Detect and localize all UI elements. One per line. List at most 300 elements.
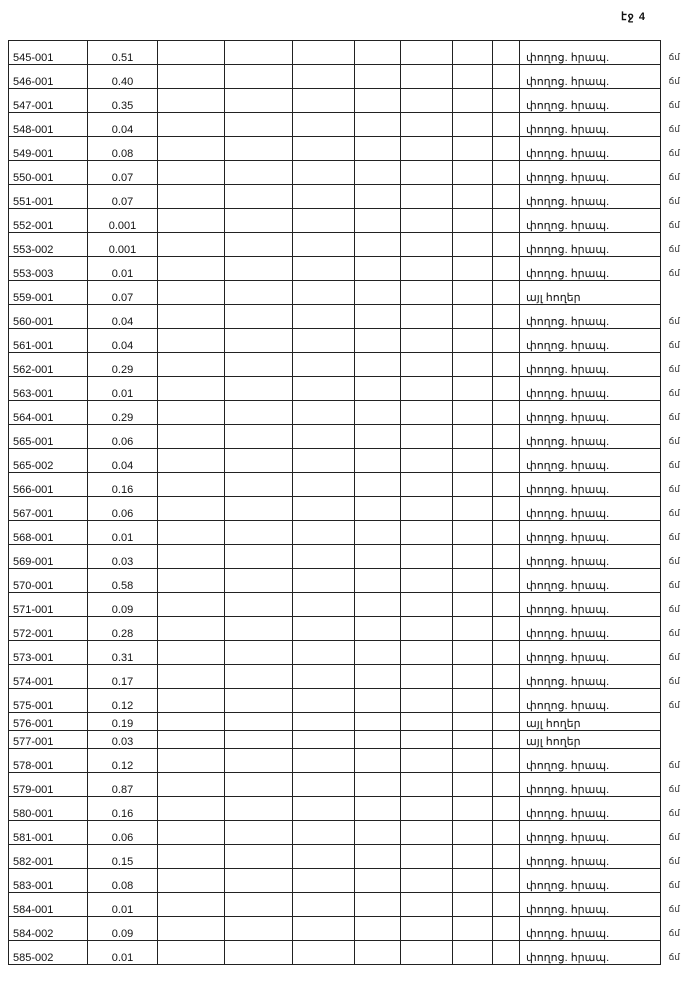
empty-cell	[225, 773, 293, 797]
empty-cell	[401, 749, 453, 773]
empty-cell	[293, 329, 355, 353]
empty-cell	[493, 65, 520, 89]
land-type-cell: փողոց. հրապ.	[520, 353, 661, 377]
table-row	[9, 257, 661, 281]
empty-cell	[355, 545, 401, 569]
area-value-cell: 0.06	[88, 425, 158, 449]
empty-cell	[225, 233, 293, 257]
table-row	[9, 569, 661, 593]
empty-cell	[355, 473, 401, 497]
empty-cell	[453, 821, 493, 845]
empty-cell	[158, 185, 225, 209]
table-row	[9, 329, 661, 353]
empty-cell	[401, 377, 453, 401]
land-type-cell: փողոց. հրապ.	[520, 797, 661, 821]
empty-cell	[355, 797, 401, 821]
empty-cell	[453, 521, 493, 545]
margin-mark: ճմ	[668, 700, 680, 711]
empty-cell	[493, 425, 520, 449]
land-type-cell: փողոց. հրապ.	[520, 749, 661, 773]
empty-cell	[401, 305, 453, 329]
empty-cell	[453, 449, 493, 473]
land-type-cell: այլ հողեր	[520, 731, 661, 749]
empty-cell	[493, 329, 520, 353]
area-value-cell: 0.04	[88, 329, 158, 353]
empty-cell	[225, 593, 293, 617]
empty-cell	[493, 353, 520, 377]
empty-cell	[493, 257, 520, 281]
empty-cell	[401, 89, 453, 113]
margin-mark: ճմ	[668, 244, 680, 255]
empty-cell	[293, 569, 355, 593]
empty-cell	[453, 65, 493, 89]
parcel-code-cell: 575-001	[9, 689, 88, 713]
area-value-cell: 0.19	[88, 713, 158, 731]
empty-cell	[225, 689, 293, 713]
empty-cell	[293, 893, 355, 917]
parcel-code-cell: 570-001	[9, 569, 88, 593]
empty-cell	[493, 521, 520, 545]
area-value-cell: 0.07	[88, 185, 158, 209]
parcel-code-cell: 563-001	[9, 377, 88, 401]
empty-cell	[225, 41, 293, 65]
empty-cell	[355, 713, 401, 731]
parcel-code-cell: 553-002	[9, 233, 88, 257]
empty-cell	[453, 185, 493, 209]
empty-cell	[158, 425, 225, 449]
land-type-cell: փողոց. հրապ.	[520, 449, 661, 473]
empty-cell	[355, 425, 401, 449]
empty-cell	[293, 521, 355, 545]
land-type-cell: փողոց. հրապ.	[520, 425, 661, 449]
empty-cell	[225, 401, 293, 425]
empty-cell	[225, 917, 293, 941]
empty-cell	[158, 137, 225, 161]
empty-cell	[493, 869, 520, 893]
area-value-cell: 0.35	[88, 89, 158, 113]
margin-mark: ճմ	[668, 928, 680, 939]
empty-cell	[401, 689, 453, 713]
empty-cell	[401, 869, 453, 893]
empty-cell	[401, 161, 453, 185]
table-row	[9, 797, 661, 821]
parcel-code-cell: 581-001	[9, 821, 88, 845]
area-value-cell: 0.87	[88, 773, 158, 797]
land-type-cell: փողոց. հրապ.	[520, 41, 661, 65]
land-type-cell: փողոց. հրապ.	[520, 521, 661, 545]
empty-cell	[158, 377, 225, 401]
land-type-cell: փողոց. հրապ.	[520, 617, 661, 641]
margin-mark: ճմ	[668, 532, 680, 543]
empty-cell	[293, 209, 355, 233]
land-type-cell: փողոց. հրապ.	[520, 401, 661, 425]
empty-cell	[225, 377, 293, 401]
table-row	[9, 593, 661, 617]
empty-cell	[293, 41, 355, 65]
parcel-code-cell: 567-001	[9, 497, 88, 521]
empty-cell	[355, 233, 401, 257]
parcel-code-cell: 545-001	[9, 41, 88, 65]
empty-cell	[158, 941, 225, 965]
empty-cell	[225, 521, 293, 545]
empty-cell	[493, 113, 520, 137]
land-type-cell: փողոց. հրապ.	[520, 821, 661, 845]
empty-cell	[453, 617, 493, 641]
empty-cell	[401, 521, 453, 545]
margin-mark: ճմ	[668, 652, 680, 663]
empty-cell	[158, 749, 225, 773]
area-value-cell: 0.58	[88, 569, 158, 593]
empty-cell	[401, 41, 453, 65]
empty-cell	[225, 473, 293, 497]
empty-cell	[158, 521, 225, 545]
empty-cell	[493, 473, 520, 497]
empty-cell	[355, 821, 401, 845]
empty-cell	[401, 233, 453, 257]
table-row	[9, 521, 661, 545]
empty-cell	[293, 749, 355, 773]
empty-cell	[453, 113, 493, 137]
parcel-code-cell: 550-001	[9, 161, 88, 185]
empty-cell	[493, 665, 520, 689]
empty-cell	[225, 89, 293, 113]
empty-cell	[453, 797, 493, 821]
empty-cell	[453, 353, 493, 377]
area-value-cell: 0.16	[88, 473, 158, 497]
table-row	[9, 401, 661, 425]
empty-cell	[401, 473, 453, 497]
margin-mark: ճմ	[668, 76, 680, 87]
empty-cell	[355, 521, 401, 545]
land-type-cell: փողոց. հրապ.	[520, 113, 661, 137]
table-row	[9, 65, 661, 89]
area-value-cell: 0.001	[88, 233, 158, 257]
area-value-cell: 0.08	[88, 137, 158, 161]
empty-cell	[293, 377, 355, 401]
parcel-code-cell: 552-001	[9, 209, 88, 233]
table-row	[9, 545, 661, 569]
area-value-cell: 0.16	[88, 797, 158, 821]
parcel-code-cell: 561-001	[9, 329, 88, 353]
empty-cell	[355, 497, 401, 521]
margin-mark: ճմ	[668, 580, 680, 591]
empty-cell	[158, 797, 225, 821]
empty-cell	[355, 353, 401, 377]
land-type-cell: փողոց. հրապ.	[520, 569, 661, 593]
empty-cell	[401, 569, 453, 593]
empty-cell	[355, 377, 401, 401]
parcel-code-cell: 579-001	[9, 773, 88, 797]
empty-cell	[225, 641, 293, 665]
empty-cell	[493, 137, 520, 161]
empty-cell	[355, 113, 401, 137]
land-type-cell: փողոց. հրապ.	[520, 689, 661, 713]
empty-cell	[293, 641, 355, 665]
area-value-cell: 0.01	[88, 257, 158, 281]
empty-cell	[158, 497, 225, 521]
empty-cell	[453, 845, 493, 869]
empty-cell	[225, 845, 293, 869]
parcel-code-cell: 546-001	[9, 65, 88, 89]
empty-cell	[453, 425, 493, 449]
empty-cell	[401, 941, 453, 965]
area-value-cell: 0.08	[88, 869, 158, 893]
parcel-code-cell: 564-001	[9, 401, 88, 425]
empty-cell	[293, 689, 355, 713]
land-type-cell: փողոց. հրապ.	[520, 641, 661, 665]
empty-cell	[293, 713, 355, 731]
empty-cell	[355, 869, 401, 893]
empty-cell	[493, 377, 520, 401]
empty-cell	[401, 731, 453, 749]
land-type-cell: փողոց. հրապ.	[520, 161, 661, 185]
empty-cell	[493, 569, 520, 593]
empty-cell	[225, 569, 293, 593]
empty-cell	[225, 713, 293, 731]
land-type-cell: փողոց. հրապ.	[520, 593, 661, 617]
empty-cell	[453, 641, 493, 665]
parcel-code-cell: 547-001	[9, 89, 88, 113]
empty-cell	[293, 113, 355, 137]
area-value-cell: 0.04	[88, 449, 158, 473]
empty-cell	[293, 665, 355, 689]
empty-cell	[493, 161, 520, 185]
empty-cell	[453, 473, 493, 497]
land-type-cell: փողոց. հրապ.	[520, 65, 661, 89]
margin-mark: ճմ	[668, 760, 680, 771]
table-row	[9, 845, 661, 869]
empty-cell	[493, 401, 520, 425]
area-value-cell: 0.29	[88, 401, 158, 425]
empty-cell	[225, 449, 293, 473]
empty-cell	[401, 353, 453, 377]
empty-cell	[493, 821, 520, 845]
empty-cell	[453, 917, 493, 941]
empty-cell	[293, 137, 355, 161]
empty-cell	[158, 233, 225, 257]
empty-cell	[225, 305, 293, 329]
empty-cell	[401, 185, 453, 209]
table-row	[9, 137, 661, 161]
parcel-code-cell: 583-001	[9, 869, 88, 893]
land-type-cell: փողոց. հրապ.	[520, 137, 661, 161]
empty-cell	[225, 65, 293, 89]
parcel-code-cell: 577-001	[9, 731, 88, 749]
table-row	[9, 377, 661, 401]
margin-mark: ճմ	[668, 832, 680, 843]
table-row	[9, 821, 661, 845]
empty-cell	[401, 713, 453, 731]
margin-mark: ճմ	[668, 856, 680, 867]
empty-cell	[355, 137, 401, 161]
land-type-cell: փողոց. հրապ.	[520, 377, 661, 401]
page-number: էջ 4	[621, 11, 646, 23]
parcel-code-cell: 551-001	[9, 185, 88, 209]
empty-cell	[355, 731, 401, 749]
empty-cell	[453, 893, 493, 917]
empty-cell	[355, 617, 401, 641]
empty-cell	[225, 161, 293, 185]
parcel-code-cell: 566-001	[9, 473, 88, 497]
empty-cell	[453, 161, 493, 185]
empty-cell	[401, 797, 453, 821]
empty-cell	[158, 113, 225, 137]
empty-cell	[158, 731, 225, 749]
empty-cell	[493, 893, 520, 917]
empty-cell	[453, 497, 493, 521]
empty-cell	[225, 209, 293, 233]
empty-cell	[453, 281, 493, 305]
empty-cell	[355, 893, 401, 917]
empty-cell	[293, 89, 355, 113]
empty-cell	[293, 869, 355, 893]
empty-cell	[158, 689, 225, 713]
empty-cell	[293, 497, 355, 521]
parcel-code-cell: 560-001	[9, 305, 88, 329]
parcel-code-cell: 565-002	[9, 449, 88, 473]
empty-cell	[158, 41, 225, 65]
parcel-code-cell: 572-001	[9, 617, 88, 641]
empty-cell	[225, 137, 293, 161]
table-row	[9, 617, 661, 641]
empty-cell	[225, 281, 293, 305]
empty-cell	[355, 917, 401, 941]
empty-cell	[453, 869, 493, 893]
margin-mark: ճմ	[668, 952, 680, 963]
parcel-code-cell: 568-001	[9, 521, 88, 545]
empty-cell	[225, 257, 293, 281]
empty-cell	[453, 233, 493, 257]
empty-cell	[401, 545, 453, 569]
empty-cell	[493, 281, 520, 305]
empty-cell	[225, 941, 293, 965]
empty-cell	[355, 329, 401, 353]
table-row	[9, 113, 661, 137]
margin-mark: ճմ	[668, 556, 680, 567]
empty-cell	[493, 209, 520, 233]
empty-cell	[453, 137, 493, 161]
empty-cell	[453, 305, 493, 329]
empty-cell	[158, 869, 225, 893]
empty-cell	[355, 161, 401, 185]
empty-cell	[355, 65, 401, 89]
empty-cell	[401, 617, 453, 641]
empty-cell	[225, 497, 293, 521]
table-row	[9, 281, 661, 305]
empty-cell	[401, 329, 453, 353]
empty-cell	[158, 305, 225, 329]
empty-cell	[453, 209, 493, 233]
empty-cell	[225, 329, 293, 353]
empty-cell	[158, 545, 225, 569]
margin-mark: ճմ	[668, 412, 680, 423]
margin-mark: ճմ	[668, 316, 680, 327]
table-row	[9, 869, 661, 893]
empty-cell	[293, 449, 355, 473]
empty-cell	[493, 731, 520, 749]
empty-cell	[453, 665, 493, 689]
empty-cell	[158, 845, 225, 869]
empty-cell	[453, 941, 493, 965]
empty-cell	[158, 281, 225, 305]
area-value-cell: 0.01	[88, 521, 158, 545]
empty-cell	[225, 797, 293, 821]
empty-cell	[225, 113, 293, 137]
empty-cell	[293, 257, 355, 281]
land-type-cell: փողոց. հրապ.	[520, 665, 661, 689]
empty-cell	[293, 161, 355, 185]
empty-cell	[453, 593, 493, 617]
empty-cell	[293, 731, 355, 749]
empty-cell	[158, 773, 225, 797]
table-row	[9, 689, 661, 713]
empty-cell	[453, 401, 493, 425]
empty-cell	[453, 377, 493, 401]
parcel-code-cell: 578-001	[9, 749, 88, 773]
land-type-cell: փողոց. հրապ.	[520, 473, 661, 497]
empty-cell	[401, 401, 453, 425]
parcel-code-cell: 559-001	[9, 281, 88, 305]
empty-cell	[493, 773, 520, 797]
empty-cell	[355, 305, 401, 329]
empty-cell	[493, 89, 520, 113]
empty-cell	[158, 641, 225, 665]
area-value-cell: 0.09	[88, 593, 158, 617]
margin-mark: ճմ	[668, 340, 680, 351]
empty-cell	[453, 569, 493, 593]
empty-cell	[158, 401, 225, 425]
area-value-cell: 0.01	[88, 941, 158, 965]
empty-cell	[493, 617, 520, 641]
table-row	[9, 665, 661, 689]
margin-mark: ճմ	[668, 364, 680, 375]
empty-cell	[225, 545, 293, 569]
parcel-code-cell: 548-001	[9, 113, 88, 137]
area-value-cell: 0.12	[88, 749, 158, 773]
land-type-cell: փողոց. հրապ.	[520, 845, 661, 869]
empty-cell	[355, 665, 401, 689]
empty-cell	[453, 257, 493, 281]
empty-cell	[355, 941, 401, 965]
land-type-cell: փողոց. հրապ.	[520, 869, 661, 893]
parcel-code-cell: 569-001	[9, 545, 88, 569]
empty-cell	[355, 773, 401, 797]
land-type-cell: փողոց. հրապ.	[520, 89, 661, 113]
area-value-cell: 0.07	[88, 161, 158, 185]
parcel-code-cell: 580-001	[9, 797, 88, 821]
parcel-code-cell: 584-001	[9, 893, 88, 917]
land-type-cell: փողոց. հրապ.	[520, 305, 661, 329]
area-value-cell: 0.07	[88, 281, 158, 305]
empty-cell	[225, 665, 293, 689]
empty-cell	[225, 869, 293, 893]
empty-cell	[493, 689, 520, 713]
margin-mark: ճմ	[668, 484, 680, 495]
area-value-cell: 0.03	[88, 545, 158, 569]
area-value-cell: 0.51	[88, 41, 158, 65]
empty-cell	[401, 893, 453, 917]
empty-cell	[293, 425, 355, 449]
empty-cell	[401, 821, 453, 845]
empty-cell	[158, 209, 225, 233]
land-type-cell: փողոց. հրապ.	[520, 257, 661, 281]
empty-cell	[453, 41, 493, 65]
empty-cell	[158, 821, 225, 845]
empty-cell	[293, 593, 355, 617]
empty-cell	[225, 731, 293, 749]
table-row	[9, 497, 661, 521]
empty-cell	[493, 797, 520, 821]
